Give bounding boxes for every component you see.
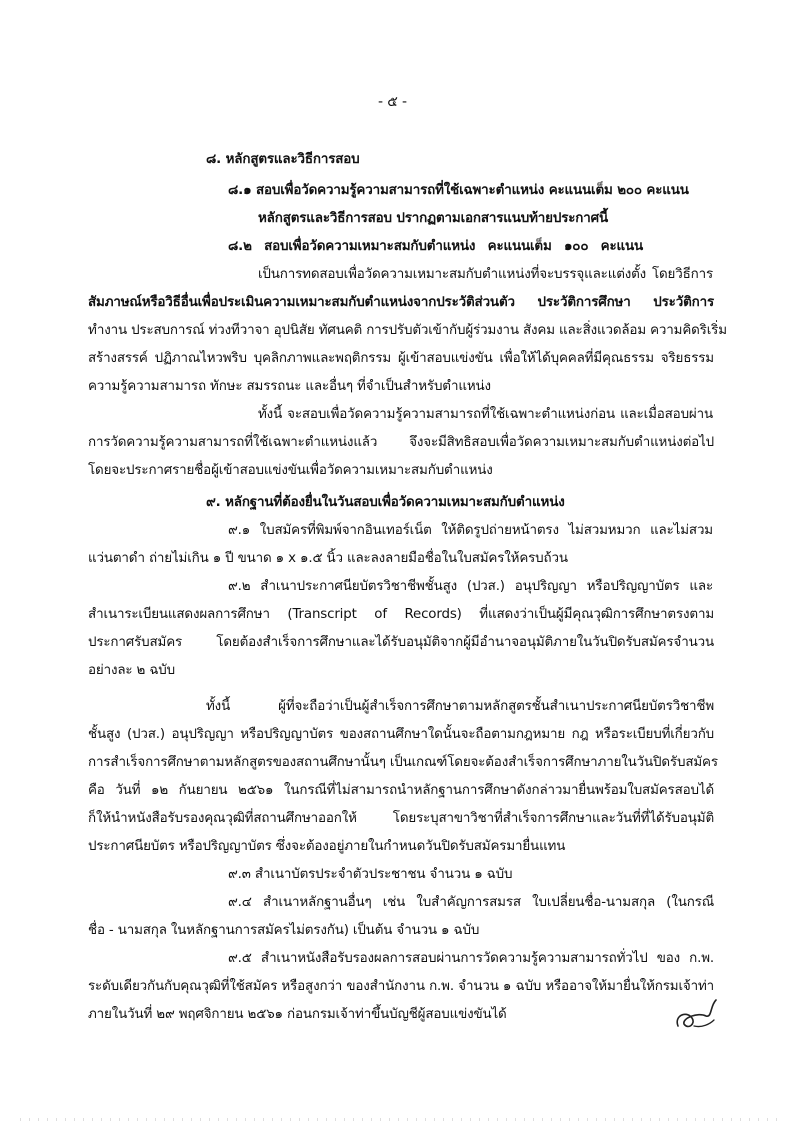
para-3-line-5: ก็ให้นำหนังสือรับรองคุณวุฒิที่สถานศึกษาออกให้ โดยระบุสาขาวิชาที่สำเร็จการศึกษาและวันที่ที่ได้รับอนุมัติ xyxy=(88,811,714,826)
para-3-line-6: ประกาศนียบัตร หรือปริญญาบัตร ซึ่งจะต้องอยู่ภายในกำหนดวันปิดรับสมัครมายื่นแทน xyxy=(88,839,566,854)
section-8-title: ๘. หลักสูตรและวิธีการสอบ xyxy=(206,152,360,167)
section-8-1-detail: หลักสูตรและวิธีการสอบ ปรากฏตามเอกสารแนบท้ายประกาศนี้ xyxy=(258,211,608,226)
section-9-2-line-3: ประกาศรับสมัคร โดยต้องสำเร็จการศึกษาและได้รับอนุมัติจากผู้มีอำนาจอนุมัติภายในวันปิดรับสมัครจำนวน xyxy=(88,635,714,650)
para-1-line-5: ความรู้ความสามารถ ทักษะ สมรรถนะ และอื่นๆ ที่จำเป็นสำหรับตำแหน่ง xyxy=(88,379,491,394)
section-9-1-line-2: แว่นตาดำ ถ่ายไม่เกิน ๑ ปี ขนาด ๑ x ๑.๕ นิ้ว และลงลายมือชื่อในใบสมัครให้ครบถ้วน xyxy=(88,551,568,566)
para-2-line-2: การวัดความรู้ความสามารถที่ใช้เฉพาะตำแหน่งแล้ว จึงจะมีสิทธิสอบเพื่อวัดความเหมาะสมกับตำแหน่งต่อไป xyxy=(88,435,714,450)
para-1-line-3: ทำงาน ประสบการณ์ ท่วงทีวาจา อุปนิสัย ทัศนคติ การปรับตัวเข้ากับผู้ร่วมงาน สังคม และสิ่งแวดล้อม ความคิดริเริ่ม xyxy=(88,323,727,338)
section-9-5-line-2: ระดับเดียวกันกับคุณวุฒิที่ใช้สมัคร หรือสูงกว่า ของสำนักงาน ก.พ. จำนวน ๑ ฉบับ หรืออาจให้มายื่นให้กรมเจ้าท่า xyxy=(88,979,714,994)
para-3-line-4: คือ วันที่ ๑๒ กันยายน ๒๕๖๑ ในกรณีที่ไม่สามารถนำหลักฐานการศึกษาดังกล่าวมายื่นพร้อมใบสมัครสอบได้ xyxy=(88,783,714,798)
signature-mark xyxy=(672,996,722,1036)
para-1-line-1: เป็นการทดสอบเพื่อวัดความเหมาะสมกับตำแหน่งที่จะบรรจุและแต่งตั้ง โดยวิธีการ xyxy=(258,267,713,282)
section-9-2-line-1: ๙.๒ สำเนาประกาศนียบัตรวิชาชีพชั้นสูง (ปวส.) อนุปริญญา หรือปริญญาบัตร และ xyxy=(228,579,713,594)
section-9-3: ๙.๓ สำเนาบัตรประจำตัวประชาชน จำนวน ๑ ฉบับ xyxy=(228,867,513,882)
section-9-2-line-4: อย่างละ ๒ ฉบับ xyxy=(88,663,176,678)
para-3-line-3: การสำเร็จการศึกษาตามหลักสูตรของสถานศึกษานั้นๆ เป็นเกณฑ์โดยจะต้องสำเร็จการศึกษาภายในวันปิดรับสมัคร xyxy=(88,755,718,770)
para-1-line-2: สัมภาษณ์หรือวิธีอื่นเพื่อประเมินความเหมาะสมกับตำแหน่งจากประวัติส่วนตัว ประวัติการศึกษา ประวัติการ xyxy=(88,295,714,310)
para-3-line-1: ทั้งนี้ ผู้ที่จะถือว่าเป็นผู้สำเร็จการศึกษาตามหลักสูตรชั้นสำเนาประกาศนียบัตรวิชาชีพ xyxy=(206,699,714,714)
section-9-title: ๙. หลักฐานที่ต้องยื่นในวันสอบเพื่อวัดความเหมาะสมกับตำแหน่ง xyxy=(206,495,565,510)
scan-noise-divider xyxy=(20,1118,780,1121)
section-8-1: ๘.๑ สอบเพื่อวัดความรู้ความสามารถที่ใช้เฉพาะตำแหน่ง คะแนนเต็ม ๒๐๐ คะแนน xyxy=(228,183,689,198)
section-9-2-line-2: สำเนาระเบียนแสดงผลการศึกษา (Transcript of Records) ที่แสดงว่าเป็นผู้มีคุณวุฒิการศึกษาตรงตาม xyxy=(88,607,714,622)
para-1-line-4: สร้างสรรค์ ปฏิภาณไหวพริบ บุคลิกภาพและพฤติกรรม ผู้เข้าสอบแข่งขัน เพื่อให้ได้บุคคลที่มีคุณธรรม จริยธรรม xyxy=(88,351,714,366)
para-3-line-2: ชั้นสูง (ปวส.) อนุปริญญา หรือปริญญาบัตร ของสถานศึกษาใดนั้นจะถือตามกฎหมาย กฎ หรือระเบียบที่เกี่ยวกับ xyxy=(88,727,714,742)
section-9-4-line-2: ชื่อ - นามสกุล ในหลักฐานการสมัครไม่ตรงกัน) เป็นต้น จำนวน ๑ ฉบับ xyxy=(88,923,480,938)
page-number: - ๕ - xyxy=(378,94,407,110)
section-9-5-line-3: ภายในวันที่ ๒๙ พฤศจิกายน ๒๕๖๑ ก่อนกรมเจ้าท่าขึ้นบัญชีผู้สอบแข่งขันได้ xyxy=(88,1007,507,1022)
para-2-line-1: ทั้งนี้ จะสอบเพื่อวัดความรู้ความสามารถที่ใช้เฉพาะตำแหน่งก่อน และเมื่อสอบผ่าน xyxy=(258,407,713,422)
section-9-5-line-1: ๙.๕ สำเนาหนังสือรับรองผลการสอบผ่านการวัดความรู้ความสามารถทั่วไป ของ ก.พ. xyxy=(228,951,714,966)
section-9-1-line-1: ๙.๑ ใบสมัครที่พิมพ์จากอินเทอร์เน็ต ให้ติดรูปถ่ายหน้าตรง ไม่สวมหมวก และไม่สวม xyxy=(228,523,713,538)
section-8-2: ๘.๒ สอบเพื่อวัดความเหมาะสมกับตำแหน่ง คะแนนเต็ม ๑๐๐ คะแนน xyxy=(228,239,643,254)
para-2-line-3: โดยจะประกาศรายชื่อผู้เข้าสอบแข่งขันเพื่อวัดความเหมาะสมกับตำแหน่ง xyxy=(88,463,493,478)
section-9-4-line-1: ๙.๔ สำเนาหลักฐานอื่นๆ เช่น ใบสำคัญการสมรส ใบเปลี่ยนชื่อ-นามสกุล (ในกรณี xyxy=(228,895,714,910)
